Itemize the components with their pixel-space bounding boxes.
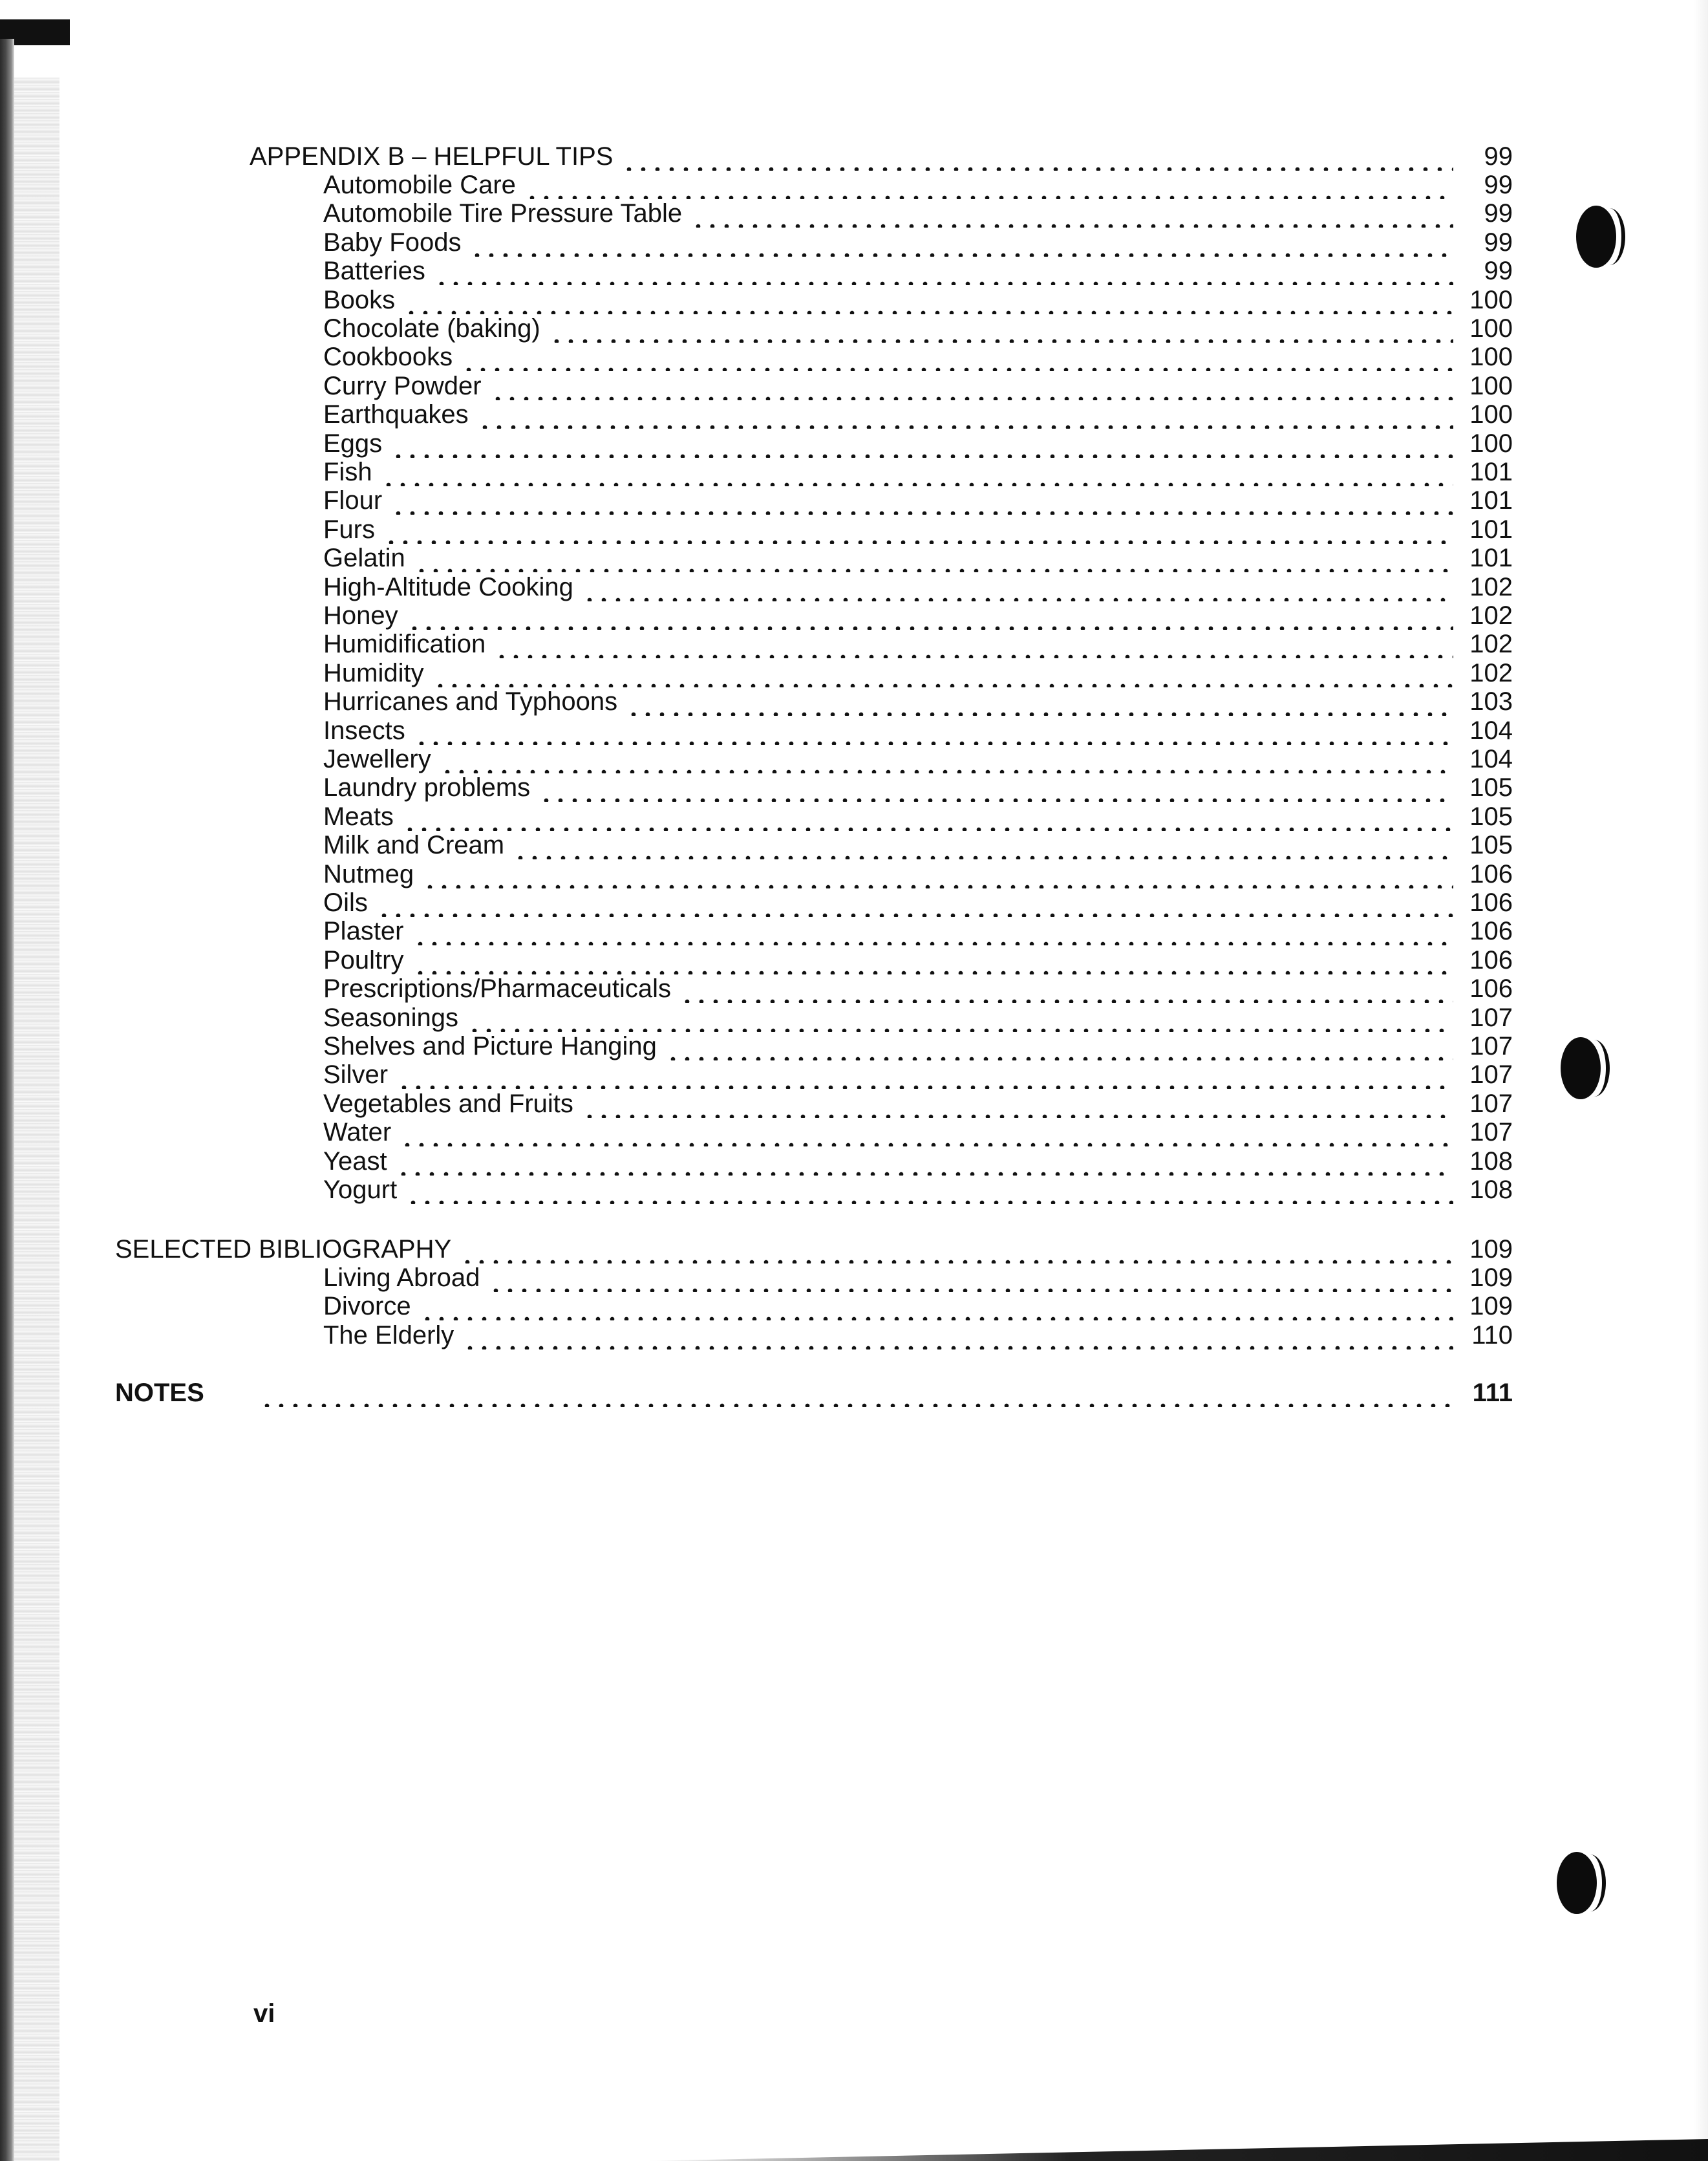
- toc-heading-bibliography[interactable]: [115, 1235, 1513, 1263]
- toc-entry-page: 100: [1469, 314, 1513, 343]
- toc-heading-label: NOTES: [115, 1379, 204, 1407]
- toc-entry[interactable]: [323, 630, 1513, 658]
- toc-entry-page: 106: [1469, 917, 1513, 946]
- toc-entry-label: Gelatin: [323, 544, 405, 573]
- toc-entry-label: Plaster: [323, 917, 404, 946]
- toc-entry-label: Batteries: [323, 257, 425, 286]
- dot-leader: [470, 228, 1453, 257]
- toc-entry-page: 106: [1469, 945, 1513, 974]
- dot-leader: [478, 400, 1453, 429]
- toc-entry-page: 107: [1469, 1089, 1513, 1118]
- dot-leader: [403, 802, 1453, 831]
- toc-entry-label: Automobile Care: [323, 171, 516, 199]
- toc-entry-page: 105: [1469, 831, 1513, 860]
- toc-entry-page: 99: [1484, 171, 1513, 199]
- dot-leader: [397, 1060, 1453, 1089]
- toc-entry-page: 107: [1469, 1118, 1513, 1147]
- binder-hole-bottom: [1557, 1852, 1607, 1914]
- toc-entry-page: 102: [1469, 572, 1513, 601]
- dot-leader: [460, 1235, 1453, 1263]
- toc-entry-label: Milk and Cream: [323, 831, 505, 860]
- dot-leader: [377, 888, 1453, 917]
- dot-leader: [406, 1176, 1453, 1204]
- toc-entry[interactable]: [323, 228, 1513, 257]
- toc-entry[interactable]: [323, 1004, 1513, 1032]
- toc-entry-label: Meats: [323, 802, 394, 831]
- binder-hole-top: [1576, 206, 1627, 268]
- toc-heading-notes[interactable]: [115, 1379, 1513, 1407]
- toc-entry[interactable]: [323, 1176, 1513, 1204]
- toc-heading-label: SELECTED BIBLIOGRAPHY: [115, 1235, 452, 1263]
- dot-leader: [440, 745, 1453, 773]
- toc-entry[interactable]: [323, 745, 1513, 773]
- toc-entry-page: 100: [1469, 371, 1513, 400]
- toc-entry-page: 103: [1469, 687, 1513, 716]
- binder-hole-middle: [1561, 1037, 1611, 1099]
- toc-entry[interactable]: [323, 888, 1513, 917]
- toc-entry-label: Eggs: [323, 429, 383, 458]
- scan-edge-right: [1694, 0, 1708, 2161]
- toc-entry[interactable]: [323, 831, 1513, 859]
- toc-entry[interactable]: [323, 314, 1513, 343]
- dot-leader: [622, 142, 1453, 171]
- dot-leader: [413, 917, 1454, 945]
- toc-entry-page: 101: [1469, 486, 1513, 515]
- toc-entry[interactable]: [323, 486, 1513, 515]
- dot-leader: [463, 1321, 1453, 1349]
- dot-leader: [413, 946, 1454, 974]
- dot-leader: [680, 974, 1453, 1003]
- toc-entry-page: 106: [1469, 859, 1513, 888]
- toc-entry-label: Vegetables and Fruits: [323, 1089, 573, 1118]
- toc-entry[interactable]: [323, 1032, 1513, 1060]
- toc-entry-label: Chocolate (baking): [323, 314, 540, 343]
- dot-leader: [414, 716, 1453, 745]
- toc-entry[interactable]: [323, 946, 1513, 974]
- toc-entry-page: 102: [1469, 630, 1513, 659]
- toc-entry[interactable]: [323, 573, 1513, 601]
- toc-heading-page: 99: [1484, 142, 1513, 171]
- toc-entry-label: Flour: [323, 486, 383, 515]
- toc-entry-label: Hurricanes and Typhoons: [323, 687, 618, 716]
- toc-entry-label: Earthquakes: [323, 400, 469, 429]
- toc-entry[interactable]: [323, 1147, 1513, 1176]
- toc-entry-label: Jewellery: [323, 745, 431, 773]
- toc-entry[interactable]: [323, 286, 1513, 314]
- dot-leader: [423, 860, 1453, 888]
- dot-leader: [467, 1004, 1453, 1032]
- dot-leader: [400, 1118, 1453, 1146]
- toc-entry-page: 100: [1469, 429, 1513, 458]
- dot-leader: [491, 372, 1453, 400]
- dot-leader: [381, 458, 1453, 486]
- toc-entry-label: Seasonings: [323, 1003, 459, 1032]
- toc-entry-label: Curry Powder: [323, 371, 482, 400]
- toc-entry-label: Cookbooks: [323, 343, 453, 372]
- dot-leader: [495, 630, 1453, 658]
- toc-entry[interactable]: [323, 372, 1513, 400]
- dot-leader: [691, 199, 1453, 228]
- dot-leader: [434, 257, 1453, 285]
- toc-entry-page: 104: [1469, 716, 1513, 745]
- toc-entry[interactable]: [323, 1321, 1513, 1349]
- dot-leader: [260, 1379, 1453, 1407]
- toc-heading-appendix-b[interactable]: [250, 142, 1513, 171]
- dot-leader: [420, 1292, 1453, 1320]
- toc-entry-label: Yeast: [323, 1146, 387, 1176]
- dot-leader: [513, 831, 1453, 859]
- toc-entry-label: Living Abroad: [323, 1263, 480, 1292]
- scan-edge-left-fringe: [14, 78, 59, 2161]
- toc-entry[interactable]: [323, 171, 1513, 199]
- dot-leader: [462, 343, 1453, 371]
- toc-entry-label: Divorce: [323, 1292, 411, 1321]
- dot-leader: [407, 601, 1453, 630]
- toc-entry[interactable]: [323, 917, 1513, 945]
- toc-entry-label: The Elderly: [323, 1320, 454, 1349]
- toc-entry[interactable]: [323, 1060, 1513, 1089]
- toc-entry[interactable]: [323, 515, 1513, 544]
- toc-entry-page: 109: [1469, 1263, 1513, 1292]
- toc-entry-page: 101: [1469, 544, 1513, 573]
- toc-entry-label: High-Altitude Cooking: [323, 572, 573, 601]
- toc-entry-page: 100: [1469, 343, 1513, 372]
- toc-heading-page: 109: [1469, 1235, 1513, 1263]
- toc-entry-label: Poultry: [323, 945, 404, 974]
- dot-leader: [414, 544, 1453, 572]
- toc-entry[interactable]: [323, 429, 1513, 458]
- dot-leader: [525, 171, 1453, 199]
- dot-leader: [626, 687, 1453, 716]
- dot-leader: [391, 429, 1453, 458]
- toc-entry-label: Silver: [323, 1060, 389, 1090]
- dot-leader: [582, 573, 1453, 601]
- toc-entry-label: Fish: [323, 458, 372, 486]
- toc-entry[interactable]: [323, 802, 1513, 831]
- toc-entry[interactable]: [323, 860, 1513, 888]
- toc-entry-page: 110: [1471, 1320, 1513, 1349]
- toc-heading-page: 111: [1472, 1379, 1513, 1407]
- toc-entry-label: Yogurt: [323, 1176, 398, 1204]
- toc-entry-page: 105: [1469, 802, 1513, 831]
- dot-leader: [391, 486, 1453, 515]
- page-number: vi: [253, 1999, 275, 2028]
- toc-entry-label: Nutmeg: [323, 859, 414, 888]
- toc-entry-label: Insects: [323, 716, 405, 745]
- dot-leader: [396, 1147, 1453, 1176]
- toc-entry[interactable]: [323, 1292, 1513, 1320]
- toc-entry-label: Oils: [323, 888, 368, 917]
- toc-entry-page: 106: [1469, 974, 1513, 1004]
- toc-entry[interactable]: [323, 773, 1513, 802]
- toc-entry-label: Water: [323, 1118, 392, 1147]
- toc-entry[interactable]: [323, 1090, 1513, 1118]
- toc-entry-page: 102: [1469, 601, 1513, 630]
- dot-leader: [582, 1090, 1453, 1118]
- toc-entry-page: 100: [1469, 285, 1513, 314]
- toc-entry[interactable]: [323, 659, 1513, 687]
- toc-heading-label: APPENDIX B – HELPFUL TIPS: [250, 142, 614, 171]
- toc-entry-label: Prescriptions/Pharmaceuticals: [323, 974, 671, 1004]
- toc-entry-page: 109: [1469, 1292, 1513, 1321]
- toc-entry-page: 106: [1469, 888, 1513, 917]
- toc-entry[interactable]: [323, 974, 1513, 1003]
- toc-entry-label: Books: [323, 285, 396, 314]
- toc-entry-page: 108: [1469, 1146, 1513, 1176]
- toc-entry-page: 108: [1469, 1176, 1513, 1204]
- dot-leader: [433, 659, 1453, 687]
- scan-edge-bottom: [646, 2139, 1708, 2161]
- toc-entry-page: 107: [1469, 1060, 1513, 1090]
- toc-entry-page: 101: [1469, 515, 1513, 544]
- toc-entry[interactable]: [323, 199, 1513, 228]
- toc-entry[interactable]: [323, 1263, 1513, 1292]
- toc-entry[interactable]: [323, 544, 1513, 572]
- toc-entry-page: 104: [1469, 745, 1513, 773]
- toc-entry-label: Laundry problems: [323, 773, 531, 802]
- dot-leader: [539, 773, 1453, 802]
- dot-leader: [404, 286, 1453, 314]
- toc-entry-label: Furs: [323, 515, 375, 544]
- toc-entry-page: 105: [1469, 773, 1513, 802]
- dot-leader: [550, 314, 1453, 343]
- toc-entry-page: 99: [1484, 257, 1513, 286]
- dot-leader: [489, 1263, 1453, 1292]
- toc-entry-label: Honey: [323, 601, 398, 630]
- toc-entry-label: Automobile Tire Pressure Table: [323, 199, 683, 228]
- dot-leader: [384, 515, 1453, 544]
- toc-entry-label: Shelves and Picture Hanging: [323, 1032, 657, 1060]
- toc-entry-page: 101: [1469, 458, 1513, 486]
- toc-entry[interactable]: [323, 458, 1513, 486]
- toc-entry-page: 107: [1469, 1003, 1513, 1032]
- toc-entry[interactable]: [323, 343, 1513, 371]
- toc-entry-label: Humidification: [323, 630, 486, 659]
- toc-entry-page: 100: [1469, 400, 1513, 429]
- scan-edge-left: [0, 39, 14, 2161]
- toc-entry[interactable]: [323, 687, 1513, 716]
- toc-entry-page: 99: [1484, 199, 1513, 228]
- toc-entry-page: 102: [1469, 658, 1513, 687]
- toc-entry-label: Humidity: [323, 658, 424, 687]
- toc-entry[interactable]: [323, 400, 1513, 429]
- toc-entry[interactable]: [323, 1118, 1513, 1146]
- toc-entry-label: Baby Foods: [323, 228, 462, 257]
- toc-entry[interactable]: [323, 601, 1513, 630]
- toc-entry-page: 107: [1469, 1032, 1513, 1060]
- toc-entry[interactable]: [323, 716, 1513, 745]
- toc-entry-page: 99: [1484, 228, 1513, 257]
- toc-entry[interactable]: [323, 257, 1513, 285]
- dot-leader: [666, 1032, 1453, 1060]
